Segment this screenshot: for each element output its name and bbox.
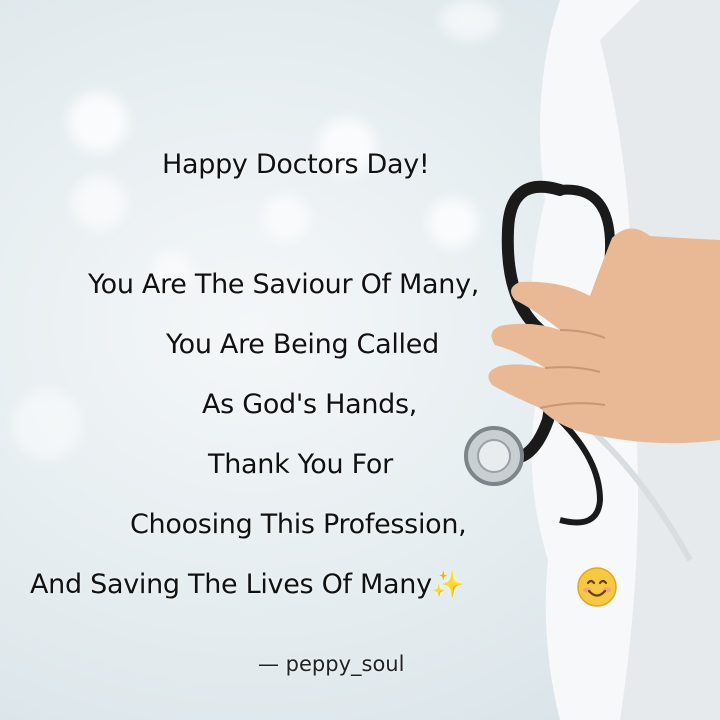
quote-line-last: [30, 568, 590, 602]
quote-line-text: And Saving The Lives Of Many: [30, 569, 432, 600]
quote-line: Choosing This Profession,: [130, 509, 467, 540]
author-signature: — peppy_soul: [258, 652, 405, 676]
smiling-face-icon: [576, 566, 618, 608]
sparkles-icon: ✨: [431, 570, 464, 600]
quote-title: Happy Doctors Day!: [162, 149, 430, 180]
quote-line: Thank You For: [208, 449, 393, 480]
quote-line: You Are Being Called: [166, 329, 439, 360]
quote-line: As God's Hands,: [202, 389, 418, 420]
quote-line: You Are The Saviour Of Many,: [88, 269, 480, 300]
